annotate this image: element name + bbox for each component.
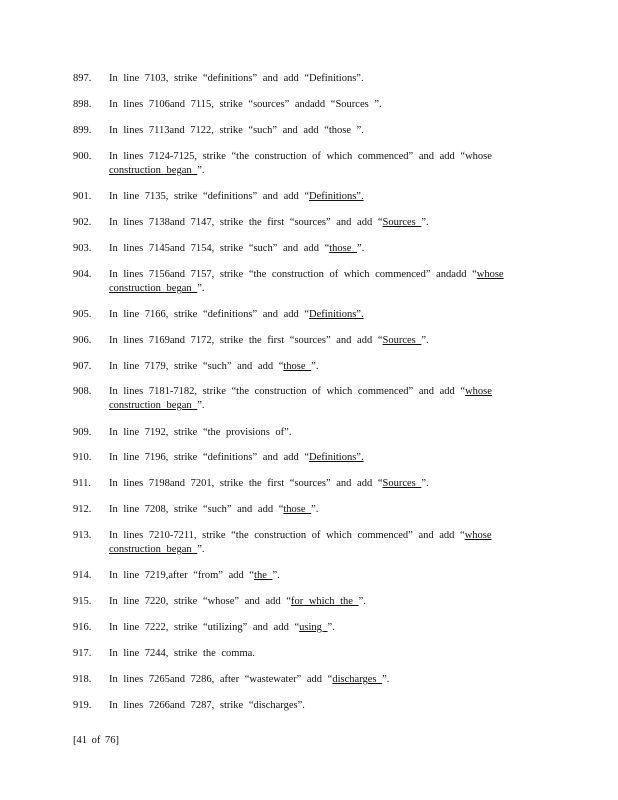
item-number: 904.: [73, 269, 92, 280]
item-text: In line 7244, strike the comma.: [109, 648, 255, 659]
amendment-item: [0, 217, 618, 231]
item-number: 918.: [73, 674, 92, 685]
inserted-text: discharges: [332, 674, 383, 685]
item-number: 911.: [73, 478, 91, 489]
item-text: In lines 7124-7125, strike “the construction of which commenced” and add “whose: [109, 151, 492, 162]
item-number: 907.: [73, 361, 92, 372]
amendment-item: [0, 191, 618, 205]
amendment-item: [0, 125, 618, 139]
inserted-text: construction began: [109, 400, 198, 411]
inserted-text: Definitions”.: [309, 452, 364, 463]
amendment-item: [0, 478, 618, 492]
inserted-text: construction began: [109, 283, 198, 294]
amendment-item-continuation: [0, 544, 618, 558]
item-text-continuation: construction began ”.: [109, 283, 205, 294]
amendment-item: [0, 335, 618, 349]
amendment-item-continuation: [0, 400, 618, 414]
item-text: In line 7103, strike “definitions” and add “Definitions”.: [109, 73, 364, 84]
inserted-text: using: [299, 622, 328, 633]
item-number: 919.: [73, 700, 92, 711]
item-text: In lines 7145and 7154, strike “such” and add “those ”.: [109, 243, 365, 254]
amendment-item: [0, 530, 618, 544]
amendment-item: [0, 622, 618, 636]
inserted-text: Sources: [382, 217, 422, 228]
amendment-item: [0, 269, 618, 283]
amendment-item: [0, 73, 618, 87]
item-text: In lines 7265and 7286, after “wastewater” add “discharges ”.: [109, 674, 390, 685]
item-text: In line 7220, strike “whose” and add “for which the ”.: [109, 596, 366, 607]
inserted-text: construction began: [109, 544, 198, 555]
item-text: In lines 7169and 7172, strike the first “sources” and add “Sources ”.: [109, 335, 429, 346]
item-number: 900.: [73, 151, 92, 162]
item-text: In line 7166, strike “definitions” and add “Definitions”.: [109, 309, 364, 320]
item-text: In lines 7156and 7157, strike “the construction of which commenced” andadd “whose: [109, 269, 504, 280]
item-text: In line 7196, strike “definitions” and add “Definitions”.: [109, 452, 364, 463]
item-number: 909.: [73, 427, 92, 438]
amendment-item: [0, 361, 618, 375]
item-number: 910.: [73, 452, 92, 463]
item-text: In line 7135, strike “definitions” and add “Definitions”.: [109, 191, 364, 202]
item-number: 906.: [73, 335, 92, 346]
inserted-text: Definitions”.: [309, 191, 364, 202]
item-text: In lines 7138and 7147, strike the first “sources” and add “Sources ”.: [109, 217, 429, 228]
item-text: In line 7222, strike “utilizing” and add “using ”.: [109, 622, 335, 633]
item-number: 901.: [73, 191, 92, 202]
amendment-item: [0, 648, 618, 662]
amendment-item: [0, 570, 618, 584]
inserted-text: construction began: [109, 165, 198, 176]
amendment-item: [0, 674, 618, 688]
item-number: 898.: [73, 99, 92, 110]
item-text: In lines 7266and 7287, strike “discharges”.: [109, 700, 305, 711]
item-text: In lines 7113and 7122, strike “such” and add “those ”.: [109, 125, 364, 136]
amendment-item-continuation: [0, 283, 618, 297]
inserted-text: Sources: [382, 335, 422, 346]
inserted-text: whose: [465, 386, 492, 397]
inserted-text: Sources: [382, 478, 422, 489]
amendment-item: [0, 386, 618, 400]
amendment-item: [0, 427, 618, 441]
item-number: 912.: [73, 504, 92, 515]
inserted-text: whose: [464, 530, 492, 541]
amendment-item: [0, 309, 618, 323]
item-number: 905.: [73, 309, 92, 320]
amendment-item: [0, 151, 618, 165]
amendment-item: [0, 99, 618, 113]
inserted-text: those: [283, 361, 312, 372]
item-text: In lines 7210-7211, strike “the construction of which commenced” and add “whose: [109, 530, 492, 541]
item-text: In lines 7106and 7115, strike “sources” andadd “Sources ”.: [109, 99, 382, 110]
item-number: 908.: [73, 386, 92, 397]
inserted-text: those: [283, 504, 312, 515]
inserted-text: whose: [476, 269, 504, 280]
item-number: 917.: [73, 648, 92, 659]
inserted-text: those: [329, 243, 358, 254]
item-text: In line 7208, strike “such” and add “those ”.: [109, 504, 319, 515]
item-text-continuation: construction began ”.: [109, 165, 205, 176]
item-number: 899.: [73, 125, 92, 136]
inserted-text: the: [254, 570, 273, 581]
page-counter: [41 of 76]: [73, 735, 119, 746]
amendment-item: [0, 700, 618, 714]
item-text-continuation: construction began ”.: [109, 400, 205, 411]
item-text-continuation: construction began ”.: [109, 544, 205, 555]
amendment-item: [0, 452, 618, 466]
item-text: In line 7219,after “from” add “the ”.: [109, 570, 280, 581]
inserted-text: Definitions”.: [309, 309, 364, 320]
item-number: 915.: [73, 596, 92, 607]
item-text: In lines 7181-7182, strike “the construction of which commenced” and add “whose: [109, 386, 492, 397]
item-number: 914.: [73, 570, 92, 581]
item-number: 916.: [73, 622, 92, 633]
item-text: In lines 7198and 7201, strike the first “sources” and add “Sources ”.: [109, 478, 429, 489]
amendment-item: [0, 596, 618, 610]
item-text: In line 7192, strike “the provisions of”.: [109, 427, 292, 438]
item-number: 903.: [73, 243, 92, 254]
item-text: In line 7179, strike “such” and add “those ”.: [109, 361, 319, 372]
item-number: 913.: [73, 530, 92, 541]
amendment-item: [0, 504, 618, 518]
amendment-item: [0, 243, 618, 257]
amendment-item-continuation: [0, 165, 618, 179]
item-number: 897.: [73, 73, 92, 84]
item-number: 902.: [73, 217, 92, 228]
inserted-text: for which the: [290, 596, 359, 607]
